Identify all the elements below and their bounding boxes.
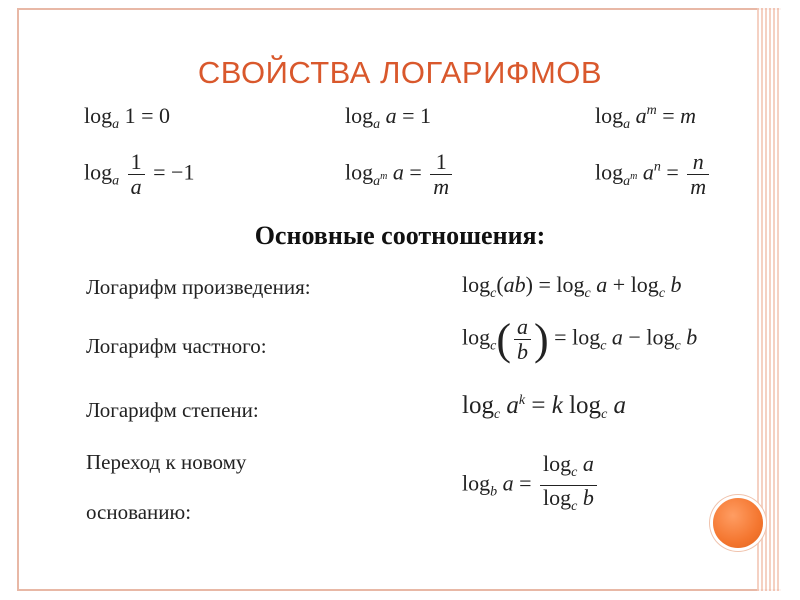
slide-title: СВОЙСТВА ЛОГАРИФМОВ: [197, 55, 603, 90]
label-power: Логарифм степени:: [86, 398, 259, 422]
label-quotient: Логарифм частного:: [86, 334, 267, 358]
fraction: $\frac{n}{m}$: [687, 150, 709, 199]
formula-change-base: $\log_b a$ = $\frac{\log_c a}{\log_c b}$: [462, 452, 600, 519]
frame-left-border: [17, 8, 19, 591]
section-subtitle: Основные соотношения:: [254, 221, 546, 250]
frame-right-stripes: [757, 8, 781, 591]
label-change-base-line1: Переход к новому: [86, 450, 247, 474]
formula-power: $\log_c a^k = k$ $\log_c a$: [462, 392, 627, 422]
frame-bottom-border: [17, 589, 781, 591]
formula-product: $\log_c(ab) = \log_c a + \log_c b$: [462, 272, 682, 301]
formula-log-a-reciprocal: $\log_a$ $\frac{1}{a}$ = −1: [84, 149, 195, 199]
formula-quotient: $\log_c$( $\frac{a}{b}$ ) = $\log_c a - \log_c b$: [462, 314, 698, 364]
formula-log-a-a: $\log_a a = 1$: [345, 103, 432, 132]
formula-log-a-m-a-n: $\log_{a^m} a^n$ = $\frac{n}{m}$: [595, 150, 712, 199]
label-product: Логарифм произведения:: [86, 275, 311, 299]
decorative-orange-circle: [713, 498, 763, 548]
formula-log-a-1: $\log_a 1 = 0$: [84, 103, 171, 132]
frame-top-border: [17, 8, 781, 10]
label-change-base-line2: основанию:: [86, 500, 192, 524]
formula-log-a-m-a: $\log_{a^m} a$ = $\frac{1}{m}$: [345, 150, 455, 199]
fraction: $\frac{1}{a}$: [128, 150, 145, 199]
fraction: $\frac{1}{m}$: [430, 150, 452, 199]
formula-log-a-a-power-m: $\log_a a^m = m$: [595, 103, 697, 132]
fraction: $\frac{a}{b}$: [514, 315, 531, 364]
fraction: $\frac{\log_c a}{\log_c b}$: [540, 452, 597, 519]
